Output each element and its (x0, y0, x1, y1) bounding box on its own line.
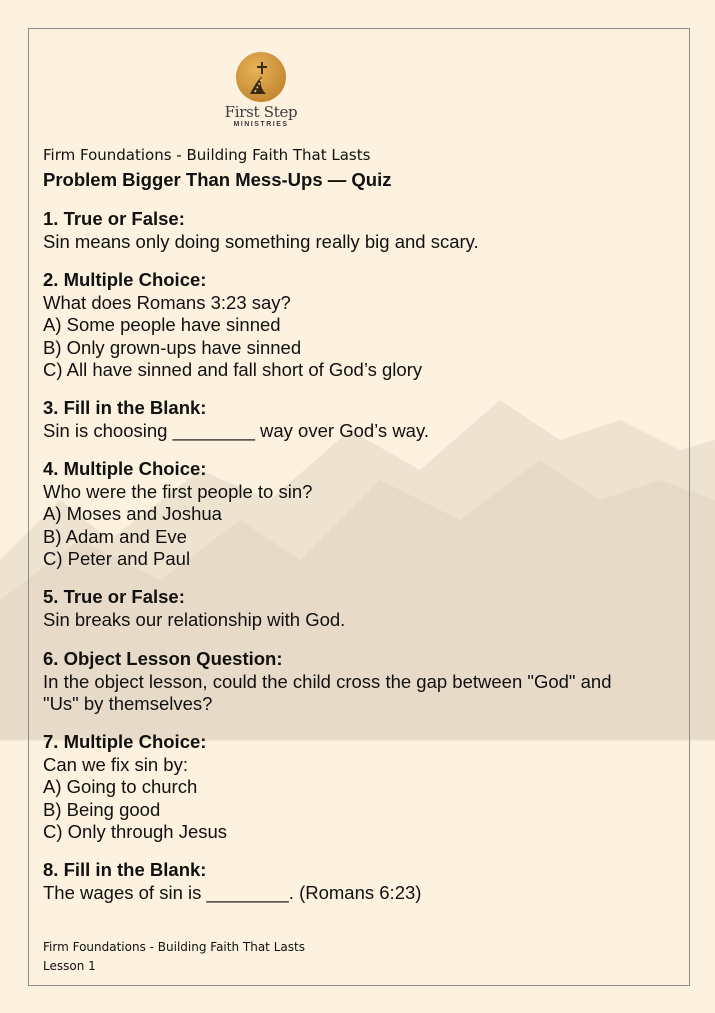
logo-title: First Step (224, 103, 298, 121)
question-line: The wages of sin is ________. (Romans 6:23) (43, 881, 422, 903)
question-2 (43, 269, 663, 382)
logo-subtitle: MINISTRIES (233, 121, 289, 128)
answer-option: A) Moses and Joshua (43, 503, 222, 524)
question-line: In the object lesson, could the child cross the gap between "God" and (43, 670, 612, 692)
question-line: "Us" by themselves? (43, 693, 213, 714)
page-footer (43, 938, 305, 976)
question-line: Can we fix sin by: (43, 753, 188, 775)
series-title: Firm Foundations - Building Faith That Lasts (43, 146, 371, 164)
question-7 (43, 731, 663, 844)
question-heading: 8. Fill in the Blank: (43, 859, 207, 880)
answer-option: A) Some people have sinned (43, 314, 281, 335)
answer-option: C) Peter and Paul (43, 548, 191, 569)
question-heading: 1. True or False: (43, 208, 185, 229)
question-heading: 7. Multiple Choice: (43, 731, 207, 752)
question-3 (43, 397, 663, 442)
ministry-logo (222, 52, 300, 129)
answer-option: C) All have sinned and fall short of God’s glory (43, 359, 423, 380)
answer-option: B) Adam and Eve (43, 525, 187, 547)
answer-option: C) Only through Jesus (43, 821, 228, 842)
question-heading: 4. Multiple Choice: (43, 458, 207, 479)
answer-option: B) Only grown-ups have sinned (43, 336, 302, 358)
answer-option: A) Going to church (43, 776, 198, 797)
question-5 (43, 586, 663, 631)
question-6 (43, 648, 663, 716)
question-heading: 6. Object Lesson Question: (43, 648, 283, 669)
question-8 (43, 859, 663, 904)
path-cross-icon (236, 52, 286, 102)
question-line: Sin means only doing something really big and scary. (43, 230, 479, 252)
answer-option: B) Being good (43, 798, 161, 820)
question-line: What does Romans 3:23 say? (43, 291, 291, 313)
quiz-title: Problem Bigger Than Mess-Ups — Quiz (43, 169, 392, 190)
question-line: Sin is choosing ________ way over God’s way. (43, 419, 429, 441)
question-line: Sin breaks our relationship with God. (43, 608, 346, 630)
footer-series: Firm Foundations - Building Faith That Lasts (43, 940, 305, 954)
question-1 (43, 208, 663, 253)
question-heading: 5. True or False: (43, 586, 185, 607)
question-heading: 2. Multiple Choice: (43, 269, 207, 290)
question-4 (43, 458, 663, 571)
footer-lesson: Lesson 1 (43, 959, 96, 973)
question-heading: 3. Fill in the Blank: (43, 397, 207, 418)
question-line: Who were the first people to sin? (43, 480, 313, 502)
